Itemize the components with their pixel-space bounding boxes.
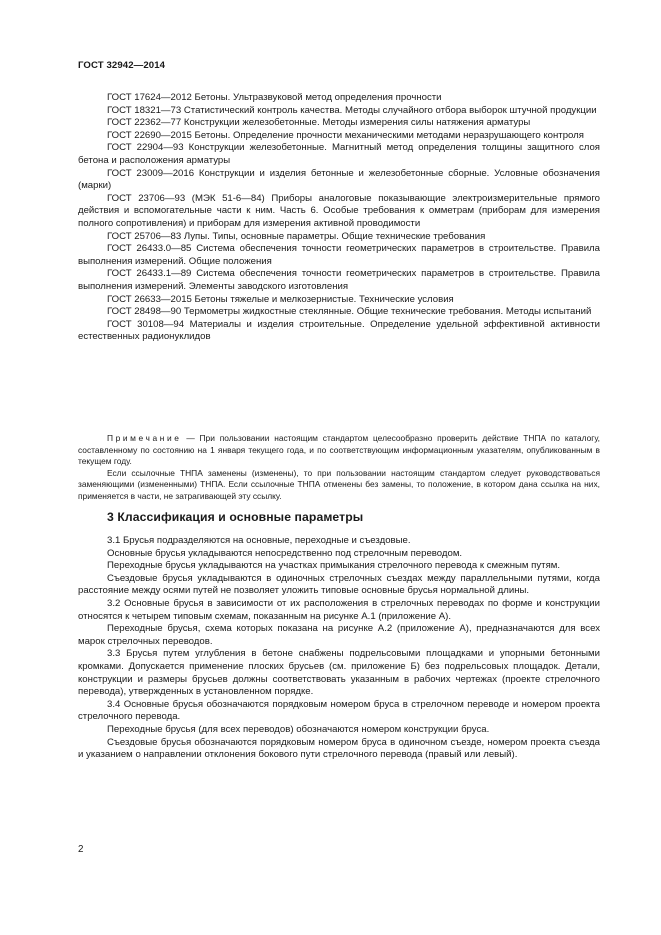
reference-item: ГОСТ 26433.0—85 Система обеспечения точности геометрических параметров в строительстве. Правила выполнения измерений. Общие положения — [78, 243, 600, 267]
reference-item: ГОСТ 22904—93 Конструкции железобетонные. Магнитный метод определения толщины защитного слоя бетона и расположения арматуры — [78, 142, 600, 166]
section-paragraph: 3.1 Брусья подразделяются на основные, переходные и съездовые. — [107, 535, 411, 546]
section-paragraph: Переходные брусья (для всех переводов) обозначаются номером конструкции бруса. — [107, 723, 490, 735]
note-paragraph — [78, 433, 600, 468]
section-paragraph: 3.2 Основные брусья в зависимости от их расположения в стрелочных переводах по форме и конструкции относятся к четырем типовым схемам, показанным на рисунке А.1 (приложение А). — [78, 597, 600, 622]
section-paragraph: Съездовые брусья укладываются в одиночных стрелочных съездах между параллельными путями, когда расстояние между осями путей не позволяет уложить типовые основные брусья нормальной длины. — [78, 572, 600, 597]
page-number: 2 — [78, 844, 84, 855]
reference-item: ГОСТ 30108—94 Материалы и изделия строительные. Определение удельной эффективной активности естественных радионуклидов — [78, 318, 600, 343]
reference-item: ГОСТ 18321—73 Статистический контроль качества. Методы случайного отбора выборок штучной продукции — [107, 104, 597, 116]
reference-item: ГОСТ 23009—2016 Конструкции и изделия бетонные и железобетонные сборные. Условные обозначения (марки) — [78, 167, 600, 192]
note-label: Примечание — [107, 433, 182, 443]
section-paragraph: 3.4 Основные брусья обозначаются порядковым номером бруса в стрелочном переводе и номером проекта стрелочного перевода. — [78, 698, 600, 723]
reference-item: ГОСТ 25706—83 Лупы. Типы, основные параметры. Общие технические требования — [107, 230, 486, 242]
reference-item: ГОСТ 23706—93 (МЭК 51-6—84) Приборы аналоговые показывающие электроизмерительные прямого действия и вспомогательные части к ним. Часть 6. Особые требования к омметрам (приборам для измерения полного сопротивления) и приборам для измерения активной проводимости — [78, 192, 600, 229]
section-paragraph: Переходные брусья, схема которых показана на рисунке А.2 (приложение А), предназначаются для всех марок стрелочных переводов. — [78, 623, 600, 647]
note-text: — При пользовании настоящим стандартом целесообразно проверить действие ТНПА по каталогу, составленному по состоянию на 1 января текущего года, и по соответствующим информационным указателям, опубликованным в текущем году. — [78, 433, 600, 467]
reference-item: ГОСТ 28498—90 Термометры жидкостные стеклянные. Общие технические требования. Методы испытаний — [107, 306, 592, 318]
section-paragraph: 3.3 Брусья путем углубления в бетоне снабжены подрельсовыми площадками и упорными бетонными кромками. Допускается применение плоских брусьев (см. приложение Б) без подрельсовых площадок. Детали, конструкции и размеры брусьев должны соответствовать указанным в рабочих чертежах (проекте стрелочного перевода), утвержденных в установленном порядке. — [78, 648, 600, 698]
reference-item: ГОСТ 17624—2012 Бетоны. Ультразвуковой метод определения прочности — [107, 92, 442, 103]
section-paragraph: Съездовые брусья обозначаются порядковым номером бруса в одиночном съезде, номером проекта съезда и указанием о направлении отклонения бокового пути стрелочного перевода (правый или левый). — [78, 736, 600, 761]
note-paragraph: Если ссылочные ТНПА заменены (изменены), то при пользовании настоящим стандартом следует руководствоваться заменяющими (измененными) ТНПА. Если ссылочные ТНПА отменены без замены, то положение, в котором дана ссылка на них, применяется в части, не затрагивающей эту ссылку. — [78, 467, 600, 501]
reference-item: ГОСТ 26433.1—89 Система обеспечения точности геометрических параметров в строительстве. Правила выполнения измерений. Элементы заводского изготовления — [78, 268, 600, 292]
section-paragraph: Переходные брусья укладываются на участках примыкания стрелочного перевода к смежным путям. — [107, 560, 561, 572]
reference-item: ГОСТ 22690—2015 Бетоны. Определение прочности механическими методами неразрушающего контроля — [107, 129, 584, 141]
section-paragraph: Основные брусья укладываются непосредственно под стрелочным переводом. — [107, 547, 463, 559]
section-heading: 3 Классификация и основные параметры — [107, 510, 364, 524]
document-header: ГОСТ 32942—2014 — [78, 60, 166, 71]
normative-references-list — [78, 92, 600, 344]
reference-item: ГОСТ 22362—77 Конструкции железобетонные. Методы измерения силы натяжения арматуры — [107, 117, 531, 129]
note-block — [78, 433, 600, 503]
reference-item: ГОСТ 26633—2015 Бетоны тяжелые и мелкозернистые. Технические условия — [107, 293, 454, 305]
section-body — [78, 535, 600, 762]
